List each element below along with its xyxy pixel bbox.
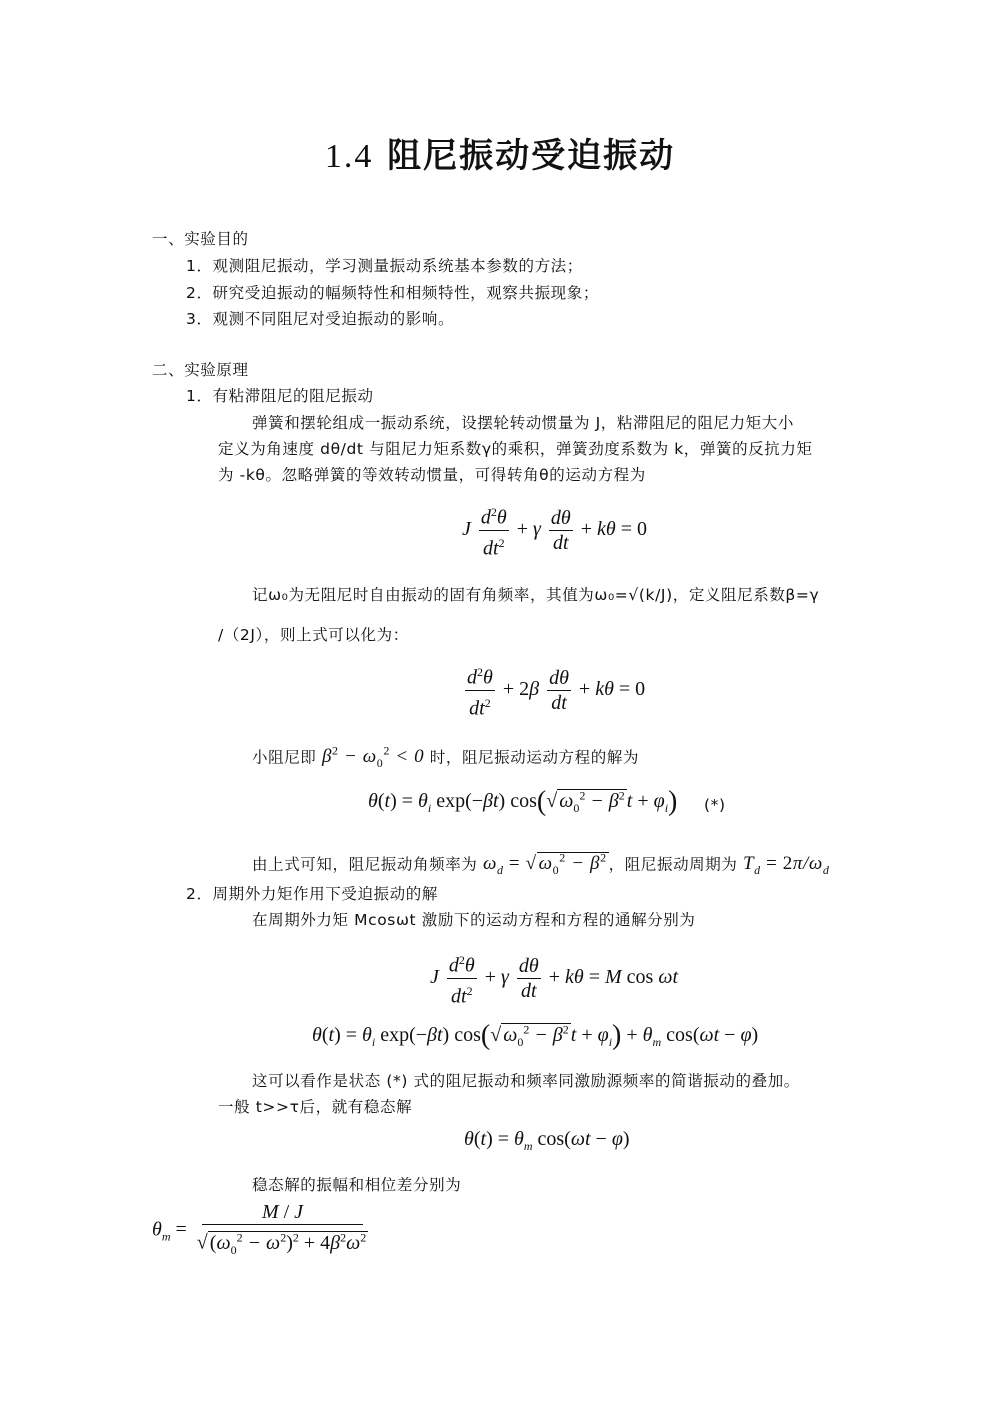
paragraph-line: 记ω₀为无阻尼时自由振动的固有角频率，其值为ω₀=√(k/J)，定义阻尼系数β=γ bbox=[252, 586, 820, 604]
paragraph-line: 定义为角速度 dθ/dt 与阻尼力矩系数γ的乘积，弹簧劲度系数为 k，弹簧的反抗力矩 bbox=[218, 440, 813, 458]
equation-tag: (*) bbox=[704, 796, 726, 814]
paragraph-line: 这可以看作是状态 (*) 式的阻尼振动和频率同激励源频率的简谐振动的叠加。 bbox=[252, 1072, 800, 1090]
paragraph-line: 小阻尼即 $\beta^2 - \omega_0^2 < 0$ 时，阻尼振动运动方程的解为 bbox=[252, 744, 640, 771]
paragraph-line: /（2J），则上式可以化为： bbox=[218, 626, 409, 644]
equation-steady-state: $\theta(t) = \theta_m$ cos(ωt − φ) bbox=[464, 1128, 630, 1153]
paragraph-line: 由上式可知，阻尼振动角频率为 $\omega_d$ = √ $\omega_0^2 - \beta^2$ ，阻尼振动周期为 $T_d = 2\pi/\omega_d$ bbox=[252, 851, 830, 878]
equation-amplitude: $\theta_m$ = $\frac{M / J}{√ (\omega_0^2 - \omega^2)^2 + 4\beta^2\omega^2}$ bbox=[152, 1201, 367, 1257]
paragraph-line: 稳态解的振幅和相位差分别为 bbox=[252, 1176, 462, 1194]
equation-damped-solution: $\theta(t) = \theta_i$ exp(−βt) cos(√ $\omega_0^2 - \beta^2$ $t + \varphi_i$) bbox=[368, 786, 678, 817]
section-heading-objectives: 一、实验目的 bbox=[152, 230, 249, 248]
equation-motion: J $\frac{d^2\theta}{dt^2}$ + γ $\frac{d\theta}{dt}$ + kθ = 0 bbox=[462, 500, 647, 560]
objective-item: 3．观测不同阻尼对受迫振动的影响。 bbox=[186, 310, 455, 328]
objective-item: 2．研究受迫振动的幅频特性和相频特性，观察共振现象； bbox=[186, 284, 599, 302]
section-heading-principle: 二、实验原理 bbox=[152, 361, 249, 379]
page-title: 1.4 阻尼振动受迫振动 bbox=[324, 136, 676, 176]
subsection-heading-damped: 1．有粘滞阻尼的阻尼振动 bbox=[186, 387, 374, 405]
paragraph-line: 一般 t>>τ后，就有稳态解 bbox=[218, 1098, 413, 1116]
equation-normalized: $\frac{d^2\theta}{dt^2}$ + 2β $\frac{d\theta}{dt}$ + kθ = 0 bbox=[462, 660, 645, 720]
paragraph-line: 弹簧和摆轮组成一振动系统，设摆轮转动惯量为 J，粘滞阻尼的阻尼力矩大小 bbox=[252, 414, 795, 432]
subsection-heading-forced: 2．周期外力矩作用下受迫振动的解 bbox=[186, 885, 438, 903]
paragraph-line: 为 -kθ。忽略弹簧的等效转动惯量，可得转角θ的运动方程为 bbox=[218, 466, 646, 484]
equation-general-solution: $\theta(t) = \theta_i$ exp(−βt) cos(√ $\omega_0^2 - \beta^2$ $t + \varphi_i) + \theta_m$ cos(ωt − φ) bbox=[312, 1020, 759, 1051]
paragraph-line: 在周期外力矩 Mcosωt 激励下的运动方程和方程的通解分别为 bbox=[252, 911, 696, 929]
equation-forced-motion: J $\frac{d^2\theta}{dt^2}$ + γ $\frac{d\theta}{dt}$ + kθ = M cos ωt bbox=[430, 948, 678, 1008]
objective-item: 1．观测阻尼振动，学习测量振动系统基本参数的方法； bbox=[186, 257, 583, 275]
